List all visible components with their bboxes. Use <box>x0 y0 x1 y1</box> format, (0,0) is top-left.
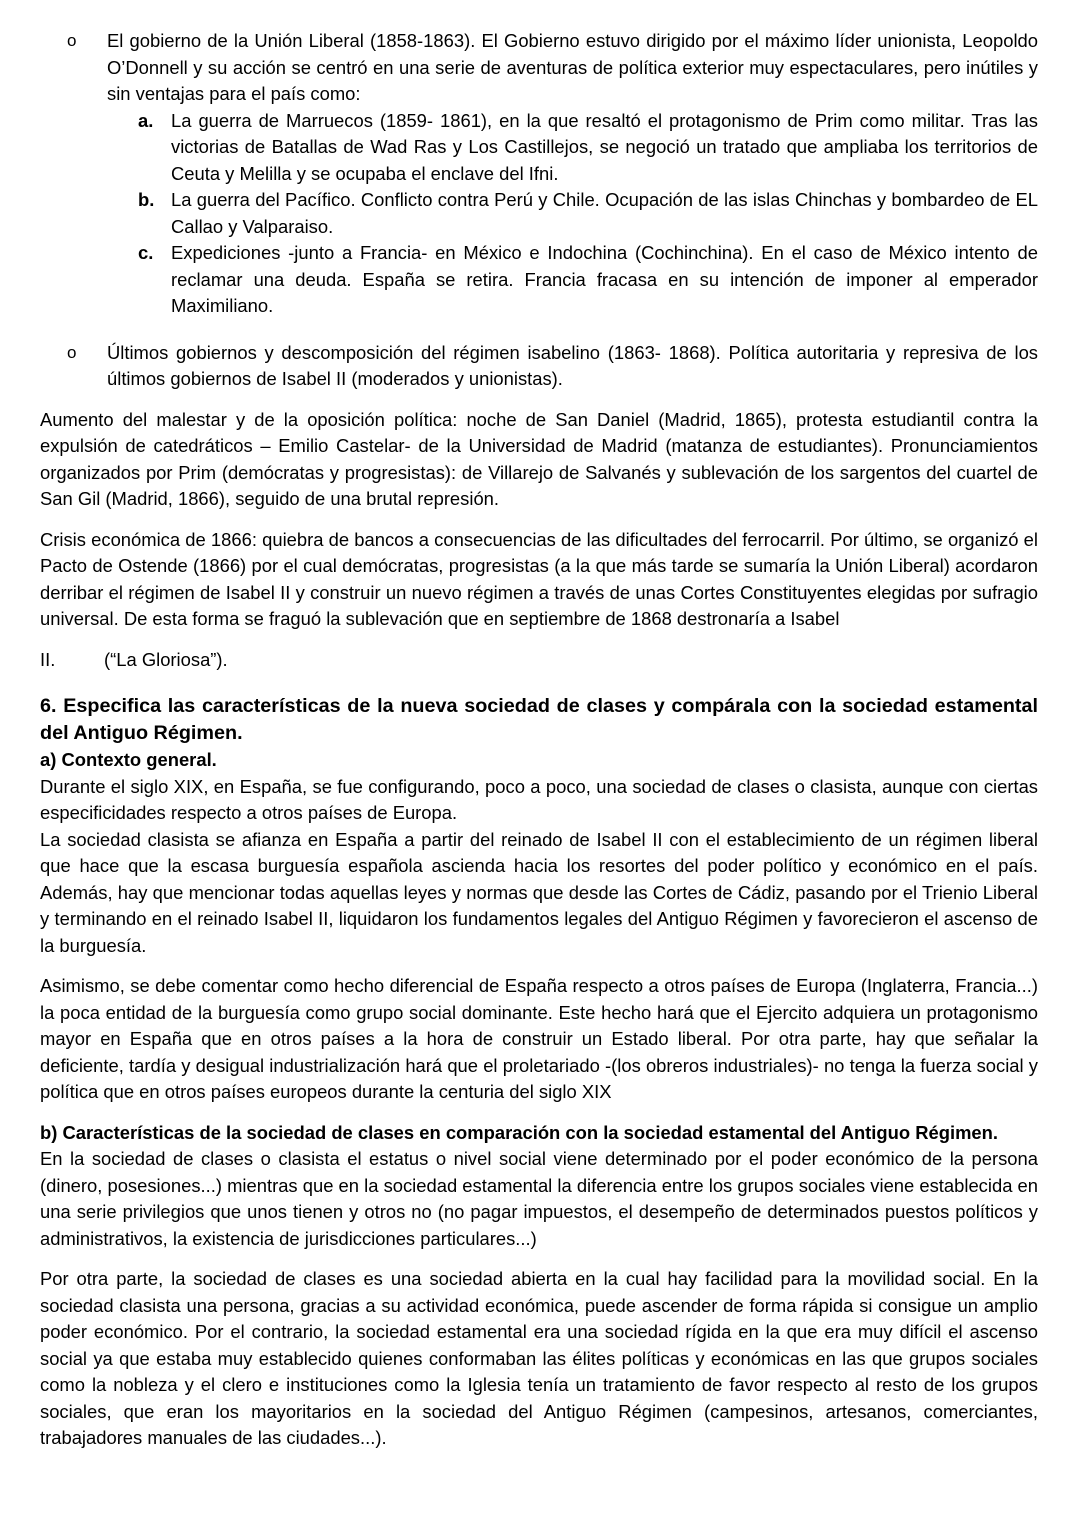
section-a-title: a) Contexto general. <box>40 749 217 770</box>
section-b-paragraph-2: Por otra parte, la sociedad de clases es una sociedad abierta en la cual hay facilidad para la movilidad social. En la sociedad clasista una persona, gracias a su actividad económica, puede ascender de forma rápida si consigue un amplio poder económico. Por el contrario, la sociedad estamental era una sociedad rígida en la que era muy difícil el ascenso social ya que estaba muy establecido quienes conformaban las élites políticas y económicas en las que grupos sociales como la nobleza y el clero e instituciones como la Iglesia tenía un tratamiento de favor respecto al resto de los grupos sociales, que eran los mayoritarios en la sociedad del Antiguo Régimen (campesinos, artesanos, comerciantes, trabajadores manuales de las ciudades...). <box>40 1268 1038 1448</box>
section-a-paragraph-2: La sociedad clasista se afianza en España a partir del reinado de Isabel II con el establecimiento de un régimen liberal que hace que la escasa burguesía española ascienda hacia los resortes del poder político y económico en el país. Además, hay que mencionar todas aquellas leyes y normas que desde las Cortes de Cádiz, pasando por el Trienio Liberal y terminando en el reinado Isabel II, liquidaron los fundamentos legales del Antiguo Régimen y favorecieron el ascenso de la burguesía. <box>40 828 1038 956</box>
gloriosa-text: (“La Gloriosa”). <box>104 648 228 670</box>
sublist-text-a: La guerra de Marruecos (1859- 1861), en la que resaltó el protagonismo de Prim como militar. Tras las victorias de Batallas de Wad Ras y Los Castillejos, se negoció un tratado que ampliaba los territorios de Ceuta y Melilla y se ocupaba el enclave del Ifni. <box>171 109 1038 184</box>
document-page <box>40 28 1038 1452</box>
section-a-paragraph-3: Asimismo, se debe comentar como hecho diferencial de España respecto a otros países de Europa (Inglaterra, Francia...) la poca entidad de la burguesía como grupo social dominante. Este hecho hará que el Ejercito adquiera un protagonismo mayor en España que en otros países a la hora de construir un Estado liberal. Por otra parte, hay que señalar la deficiente, tardía y desigual industrialización hará que el proletariado -(los obreros industriales)- no tenga la fuerza social y política que en otros países europeos durante la centuria del siglo XIX <box>40 975 1038 1102</box>
section-b-title: b) Características de la sociedad de clases en comparación con la sociedad estamental del Antiguo Régimen. <box>40 1121 999 1143</box>
bullet-ultimos-gobiernos <box>40 340 1038 393</box>
sublist-text-b: La guerra del Pacífico. Conflicto contra Perú y Chile. Ocupación de las islas Chinchas y bombardeo de EL Callao y Valparaiso. <box>171 189 1038 237</box>
sublist-label-b: b. <box>138 189 155 210</box>
bullet-union-liberal-text: El gobierno de la Unión Liberal (1858-1863). El Gobierno estuvo dirigido por el máximo líder unionista, Leopoldo O’Donnell y su acción se centró en una serie de aventuras de política exterior muy espectaculares, pero inútiles y sin ventajas para el país como: <box>107 30 1038 104</box>
sublist-text-c: Expediciones -junto a Francia- en México e Indochina (Cochinchina). En el caso de México intento de reclamar una deuda. España se retira. Francia fracasa en su intención de imponer al emperador Maximiliano. <box>171 242 1038 316</box>
section-a-paragraph-1: Durante el siglo XIX, en España, se fue configurando, poco a poco, una sociedad de clases o clasista, aunque con ciertas especificidades respecto a otros países de Europa. <box>40 775 1038 823</box>
question-6-title: 6. Especifica las características de la nueva sociedad de clases y compárala con la sociedad estamental del Antiguo Régimen. <box>40 695 1038 744</box>
paragraph-gloriosa <box>40 647 1038 674</box>
paragraph-malestar: Aumento del malestar y de la oposición política: noche de San Daniel (Madrid, 1865), protesta estudiantil contra la expulsión de catedráticos – Emilio Castelar- de la Universidad de Madrid (matanza de estudiantes). Pronunciamientos organizados por Prim (demócratas y progresistas): de Villarejo de Salvanés y sublevación de los sargentos del cuartel de San Gil (Madrid, 1866), seguido de una brutal represión. <box>40 408 1038 509</box>
sublist-item-b <box>40 187 1038 240</box>
paragraph-crisis: Crisis económica de 1866: quiebra de bancos a consecuencias de las dificultades del ferrocarril. Por último, se organizó el Pacto de Ostende (1866) por el cual demócratas, progresistas (a la que más tarde se sumaría la Unión Liberal) acordaron derribar el régimen de Isabel II y construir un nuevo régimen a través de unas Cortes Constituyentes elegidas por sufragio universal. De esta forma se fraguó la sublevación que en septiembre de 1868 destronaría a Isabel <box>40 528 1038 629</box>
sublist-label-a: a. <box>138 109 154 131</box>
hollow-bullet-icon: o <box>67 342 77 362</box>
sublist-item-c <box>40 240 1038 320</box>
bullet-union-liberal <box>40 28 1038 108</box>
sublist-label-c: c. <box>138 242 154 263</box>
roman-numeral: II. <box>40 648 56 670</box>
hollow-bullet-icon: o <box>67 31 77 50</box>
bullet-ultimos-text: Últimos gobiernos y descomposición del régimen isabelino (1863- 1868). Política autoritaria y represiva de los últimos gobiernos de Isabel II (moderados y unionistas). <box>107 341 1038 389</box>
section-b-paragraph-1: En la sociedad de clases o clasista el estatus o nivel social viene determinado por el poder económico de la persona (dinero, posesiones...) mientras que en la sociedad estamental la diferencia entre los grupos sociales viene establecida en una serie privilegios que unos tienen y otros no (no pagar impuestos, el desempeño de determinados puestos políticos y administrativos, la existencia de jurisdicciones particulares...) <box>40 1148 1038 1249</box>
sublist-item-a <box>40 108 1038 188</box>
